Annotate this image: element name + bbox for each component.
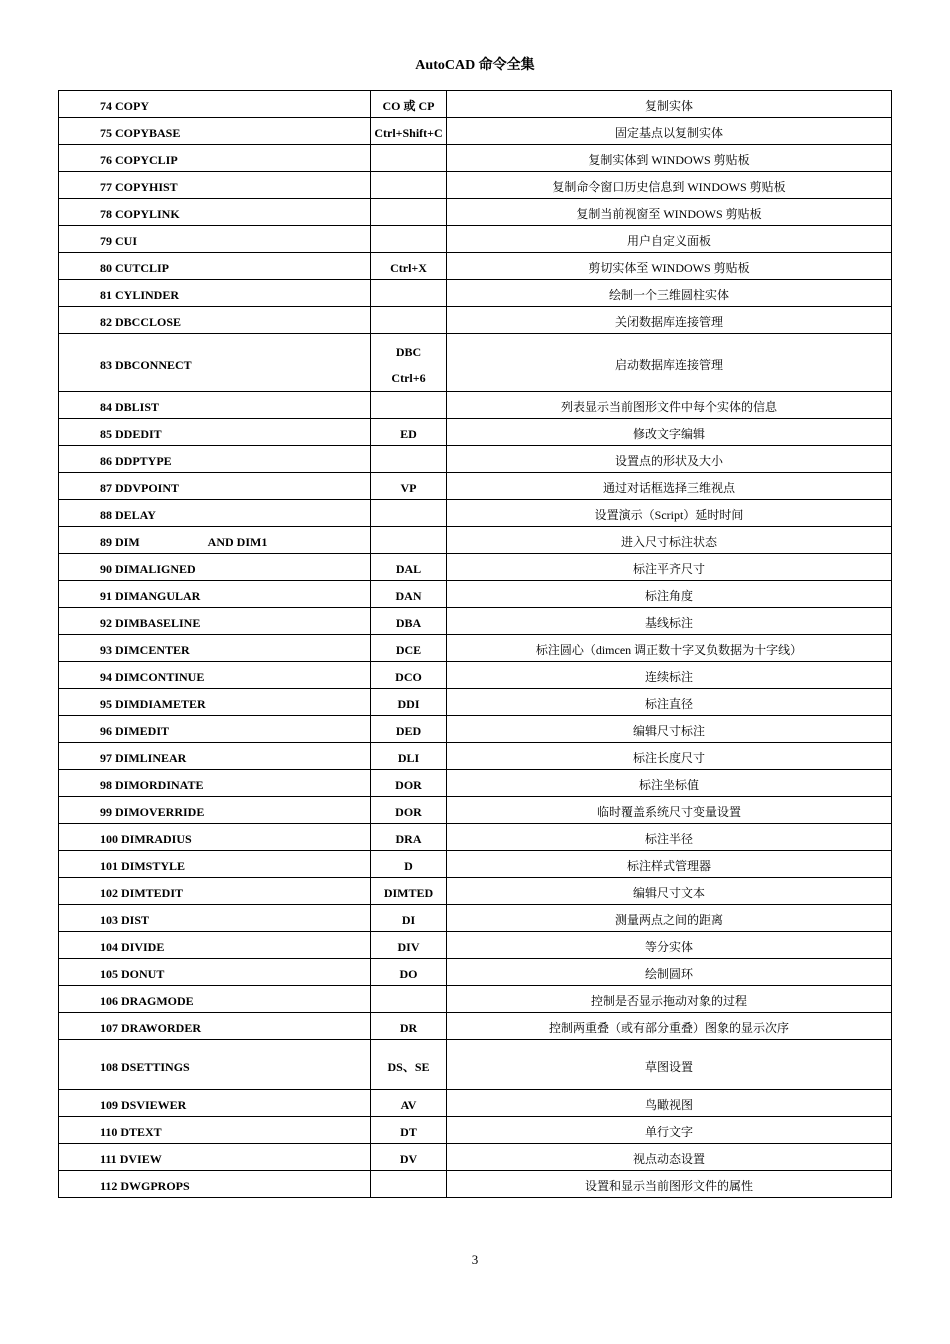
shortcut-cell: DT bbox=[371, 1117, 447, 1144]
command-number: 94 bbox=[100, 670, 112, 684]
command-name: DIMCONTINUE bbox=[115, 670, 205, 684]
description-cell: 标注坐标值 bbox=[447, 770, 892, 797]
command-number: 82 bbox=[100, 315, 112, 329]
table-row bbox=[59, 851, 892, 878]
shortcut-cell: DRA bbox=[371, 824, 447, 851]
command-name: DIMSTYLE bbox=[121, 859, 186, 873]
description-cell: 等分实体 bbox=[447, 932, 892, 959]
command-cell bbox=[59, 608, 371, 635]
shortcut-cell bbox=[371, 1171, 447, 1198]
shortcut-cell: DR bbox=[371, 1013, 447, 1040]
shortcut-cell: DBA bbox=[371, 608, 447, 635]
command-name: DBLIST bbox=[115, 400, 160, 414]
description-cell: 标注样式管理器 bbox=[447, 851, 892, 878]
command-number: 89 bbox=[100, 535, 112, 549]
shortcut-cell: DS、SE bbox=[371, 1040, 447, 1090]
shortcut-cell: DCE bbox=[371, 635, 447, 662]
command-cell bbox=[59, 1013, 371, 1040]
table-row bbox=[59, 1171, 892, 1198]
table-row bbox=[59, 392, 892, 419]
command-cell bbox=[59, 145, 371, 172]
shortcut-cell: Ctrl+X bbox=[371, 253, 447, 280]
command-cell bbox=[59, 797, 371, 824]
table-row bbox=[59, 905, 892, 932]
command-cell bbox=[59, 446, 371, 473]
command-table bbox=[58, 90, 892, 1198]
description-cell: 标注长度尺寸 bbox=[447, 743, 892, 770]
table-row bbox=[59, 172, 892, 199]
command-cell bbox=[59, 473, 371, 500]
description-cell: 剪切实体至 WINDOWS 剪贴板 bbox=[447, 253, 892, 280]
shortcut-cell bbox=[371, 500, 447, 527]
shortcut-cell bbox=[371, 334, 447, 392]
shortcut-cell: DV bbox=[371, 1144, 447, 1171]
description-cell: 设置演示（Script）延时时间 bbox=[447, 500, 892, 527]
command-number: 108 bbox=[100, 1059, 118, 1074]
command-cell bbox=[59, 334, 371, 392]
description-cell: 标注角度 bbox=[447, 581, 892, 608]
table-row bbox=[59, 932, 892, 959]
shortcut-cell: DED bbox=[371, 716, 447, 743]
shortcut-cell: DCO bbox=[371, 662, 447, 689]
command-number: 101 bbox=[100, 859, 118, 873]
description-cell: 视点动态设置 bbox=[447, 1144, 892, 1171]
description-cell: 复制命令窗口历史信息到 WINDOWS 剪贴板 bbox=[447, 172, 892, 199]
shortcut-cell bbox=[371, 527, 447, 554]
shortcut-cell: DAL bbox=[371, 554, 447, 581]
shortcut-cell: DIMTED bbox=[371, 878, 447, 905]
command-cell bbox=[59, 635, 371, 662]
table-row bbox=[59, 280, 892, 307]
command-alias: AND DIM1 bbox=[207, 535, 268, 549]
shortcut-cell: DO bbox=[371, 959, 447, 986]
command-name: DIMBASELINE bbox=[115, 616, 201, 630]
command-number: 88 bbox=[100, 508, 112, 522]
shortcut-cell bbox=[371, 446, 447, 473]
command-name: DBCONNECT bbox=[115, 357, 192, 372]
command-number: 79 bbox=[100, 234, 112, 248]
command-number: 109 bbox=[100, 1098, 118, 1112]
command-number: 75 bbox=[100, 126, 112, 140]
command-name: COPYLINK bbox=[115, 207, 180, 221]
description-cell: 基线标注 bbox=[447, 608, 892, 635]
command-cell bbox=[59, 905, 371, 932]
shortcut-cell: DDI bbox=[371, 689, 447, 716]
command-number: 100 bbox=[100, 832, 118, 846]
command-name: DWGPROPS bbox=[120, 1179, 190, 1193]
command-number: 85 bbox=[100, 427, 112, 441]
shortcut-cell bbox=[371, 392, 447, 419]
shortcut-cell: DOR bbox=[371, 770, 447, 797]
command-name: DIMLINEAR bbox=[115, 751, 187, 765]
command-cell bbox=[59, 878, 371, 905]
table-row bbox=[59, 824, 892, 851]
command-cell bbox=[59, 226, 371, 253]
command-name: DSETTINGS bbox=[121, 1059, 190, 1074]
description-cell: 关闭数据库连接管理 bbox=[447, 307, 892, 334]
description-cell: 固定基点以复制实体 bbox=[447, 118, 892, 145]
shortcut-cell: DAN bbox=[371, 581, 447, 608]
table-row bbox=[59, 199, 892, 226]
command-name: DIMTEDIT bbox=[121, 886, 184, 900]
description-cell: 进入尺寸标注状态 bbox=[447, 527, 892, 554]
description-cell: 修改文字编辑 bbox=[447, 419, 892, 446]
command-name: DIMORDINATE bbox=[115, 778, 204, 792]
table-row bbox=[59, 797, 892, 824]
command-number: 99 bbox=[100, 805, 112, 819]
command-cell bbox=[59, 280, 371, 307]
command-name: DRAGMODE bbox=[121, 994, 194, 1008]
command-number: 97 bbox=[100, 751, 112, 765]
command-number: 111 bbox=[100, 1152, 117, 1166]
command-name: DDVPOINT bbox=[115, 481, 180, 495]
command-number: 78 bbox=[100, 207, 112, 221]
command-number: 105 bbox=[100, 967, 118, 981]
command-name: DONUT bbox=[121, 967, 165, 981]
shortcut-text: DBC bbox=[395, 345, 422, 359]
description-cell: 启动数据库连接管理 bbox=[447, 334, 892, 392]
command-number: 103 bbox=[100, 913, 118, 927]
shortcut-cell: DIV bbox=[371, 932, 447, 959]
table-row bbox=[59, 91, 892, 118]
command-name: COPYCLIP bbox=[115, 153, 178, 167]
table-row bbox=[59, 581, 892, 608]
description-cell: 测量两点之间的距离 bbox=[447, 905, 892, 932]
command-number: 90 bbox=[100, 562, 112, 576]
table-row bbox=[59, 118, 892, 145]
description-cell: 标注平齐尺寸 bbox=[447, 554, 892, 581]
command-name: DDEDIT bbox=[115, 427, 162, 441]
command-name: CYLINDER bbox=[115, 288, 180, 302]
command-number: 98 bbox=[100, 778, 112, 792]
shortcut-cell bbox=[371, 307, 447, 334]
command-name: DRAWORDER bbox=[121, 1021, 202, 1035]
shortcut-cell: CO 或 CP bbox=[371, 91, 447, 118]
shortcut-cell bbox=[371, 986, 447, 1013]
command-number: 95 bbox=[100, 697, 112, 711]
command-number: 112 bbox=[100, 1179, 118, 1193]
shortcut-cell bbox=[371, 199, 447, 226]
table-row bbox=[59, 770, 892, 797]
command-name: DIVIDE bbox=[121, 940, 165, 954]
command-cell bbox=[59, 1040, 371, 1090]
description-cell: 设置点的形状及大小 bbox=[447, 446, 892, 473]
command-number: 96 bbox=[100, 724, 112, 738]
table-row bbox=[59, 334, 892, 392]
description-cell: 绘制一个三维圆柱实体 bbox=[447, 280, 892, 307]
description-cell: 标注圆心（dimcen 调正数十字叉负数据为十字线） bbox=[447, 635, 892, 662]
command-number: 92 bbox=[100, 616, 112, 630]
table-row bbox=[59, 1040, 892, 1090]
command-number: 80 bbox=[100, 261, 112, 275]
command-cell bbox=[59, 824, 371, 851]
command-cell bbox=[59, 1090, 371, 1117]
table-row bbox=[59, 1090, 892, 1117]
description-cell: 鸟瞰视图 bbox=[447, 1090, 892, 1117]
command-name: CUI bbox=[115, 234, 138, 248]
table-row bbox=[59, 500, 892, 527]
command-number: 76 bbox=[100, 153, 112, 167]
command-cell bbox=[59, 392, 371, 419]
command-cell bbox=[59, 689, 371, 716]
command-number: 86 bbox=[100, 454, 112, 468]
command-number: 102 bbox=[100, 886, 118, 900]
shortcut-cell: D bbox=[371, 851, 447, 878]
shortcut-cell: DI bbox=[371, 905, 447, 932]
command-cell bbox=[59, 1171, 371, 1198]
description-cell: 用户自定义面板 bbox=[447, 226, 892, 253]
command-name: CUTCLIP bbox=[115, 261, 170, 275]
shortcut-cell: Ctrl+Shift+C bbox=[371, 118, 447, 145]
command-name: COPY bbox=[115, 99, 149, 113]
table-row bbox=[59, 878, 892, 905]
command-name: COPYBASE bbox=[115, 126, 181, 140]
description-cell: 控制是否显示拖动对象的过程 bbox=[447, 986, 892, 1013]
shortcut-cell: DLI bbox=[371, 743, 447, 770]
table-row bbox=[59, 1117, 892, 1144]
description-cell: 通过对话框选择三维视点 bbox=[447, 473, 892, 500]
command-cell bbox=[59, 91, 371, 118]
command-name: DIMCENTER bbox=[115, 643, 190, 657]
description-cell: 标注直径 bbox=[447, 689, 892, 716]
command-name: COPYHIST bbox=[115, 180, 178, 194]
command-cell bbox=[59, 932, 371, 959]
command-cell bbox=[59, 770, 371, 797]
document-title: AutoCAD 命令全集 bbox=[415, 58, 535, 73]
shortcut-cell: AV bbox=[371, 1090, 447, 1117]
description-cell: 复制实体到 WINDOWS 剪贴板 bbox=[447, 145, 892, 172]
command-number: 106 bbox=[100, 994, 118, 1008]
command-number: 81 bbox=[100, 288, 112, 302]
description-cell: 草图设置 bbox=[447, 1040, 892, 1090]
command-cell bbox=[59, 500, 371, 527]
description-cell: 设置和显示当前图形文件的属性 bbox=[447, 1171, 892, 1198]
command-number: 93 bbox=[100, 643, 112, 657]
command-number: 87 bbox=[100, 481, 112, 495]
table-row bbox=[59, 959, 892, 986]
description-cell: 连续标注 bbox=[447, 662, 892, 689]
command-name: DELAY bbox=[115, 508, 156, 522]
command-name: DIMOVERRIDE bbox=[115, 805, 205, 819]
description-cell: 编辑尺寸文本 bbox=[447, 878, 892, 905]
command-name: DTEXT bbox=[120, 1125, 162, 1139]
shortcut-cell: ED bbox=[371, 419, 447, 446]
command-number: 91 bbox=[100, 589, 112, 603]
command-number: 107 bbox=[100, 1021, 118, 1035]
command-name: DIMALIGNED bbox=[115, 562, 196, 576]
table-row bbox=[59, 662, 892, 689]
command-name: DBCCLOSE bbox=[115, 315, 182, 329]
table-row bbox=[59, 608, 892, 635]
table-row bbox=[59, 716, 892, 743]
table-row bbox=[59, 743, 892, 770]
command-cell bbox=[59, 1144, 371, 1171]
table-row bbox=[59, 635, 892, 662]
command-cell bbox=[59, 527, 371, 554]
table-row bbox=[59, 1144, 892, 1171]
command-cell bbox=[59, 1117, 371, 1144]
command-name: DIMDIAMETER bbox=[115, 697, 206, 711]
command-cell bbox=[59, 307, 371, 334]
command-name: DSVIEWER bbox=[121, 1098, 187, 1112]
command-number: 104 bbox=[100, 940, 118, 954]
command-name: DVIEW bbox=[119, 1152, 162, 1166]
table-row bbox=[59, 446, 892, 473]
shortcut-cell: VP bbox=[371, 473, 447, 500]
shortcut-cell bbox=[371, 280, 447, 307]
table-row bbox=[59, 689, 892, 716]
page-number: 3 bbox=[471, 1252, 479, 1267]
table-row bbox=[59, 1013, 892, 1040]
description-cell: 单行文字 bbox=[447, 1117, 892, 1144]
description-cell: 复制当前视窗至 WINDOWS 剪贴板 bbox=[447, 199, 892, 226]
command-name: DIM bbox=[115, 535, 140, 549]
table-row bbox=[59, 145, 892, 172]
command-number: 84 bbox=[100, 400, 112, 414]
shortcut-cell bbox=[371, 226, 447, 253]
command-cell bbox=[59, 118, 371, 145]
shortcut-cell bbox=[371, 145, 447, 172]
command-cell bbox=[59, 253, 371, 280]
description-cell: 绘制圆环 bbox=[447, 959, 892, 986]
command-cell bbox=[59, 662, 371, 689]
command-number: 74 bbox=[100, 99, 112, 113]
table-row bbox=[59, 554, 892, 581]
description-cell: 编辑尺寸标注 bbox=[447, 716, 892, 743]
command-name: DIMANGULAR bbox=[115, 589, 201, 603]
shortcut-cell: DOR bbox=[371, 797, 447, 824]
description-cell: 复制实体 bbox=[447, 91, 892, 118]
command-cell bbox=[59, 716, 371, 743]
command-cell bbox=[59, 199, 371, 226]
shortcut-cell bbox=[371, 172, 447, 199]
table-row bbox=[59, 527, 892, 554]
table-row bbox=[59, 473, 892, 500]
command-cell bbox=[59, 419, 371, 446]
table-row bbox=[59, 253, 892, 280]
table-row bbox=[59, 307, 892, 334]
command-name: DIST bbox=[121, 913, 150, 927]
command-number: 77 bbox=[100, 180, 112, 194]
command-cell bbox=[59, 959, 371, 986]
command-number: 110 bbox=[100, 1125, 118, 1139]
description-cell: 列表显示当前图形文件中每个实体的信息 bbox=[447, 392, 892, 419]
description-cell: 控制两重叠（或有部分重叠）图象的显示次序 bbox=[447, 1013, 892, 1040]
command-cell bbox=[59, 986, 371, 1013]
command-name: DIMEDIT bbox=[115, 724, 170, 738]
shortcut-text-alt: Ctrl+6 bbox=[391, 371, 426, 385]
command-cell bbox=[59, 743, 371, 770]
command-number: 83 bbox=[100, 357, 112, 372]
command-cell bbox=[59, 554, 371, 581]
command-name: DIMRADIUS bbox=[121, 832, 192, 846]
command-name: DDPTYPE bbox=[115, 454, 172, 468]
command-cell bbox=[59, 851, 371, 878]
description-cell: 标注半径 bbox=[447, 824, 892, 851]
table-row bbox=[59, 226, 892, 253]
table-row bbox=[59, 986, 892, 1013]
command-cell bbox=[59, 172, 371, 199]
table-row bbox=[59, 419, 892, 446]
command-cell bbox=[59, 581, 371, 608]
description-cell: 临时覆盖系统尺寸变量设置 bbox=[447, 797, 892, 824]
